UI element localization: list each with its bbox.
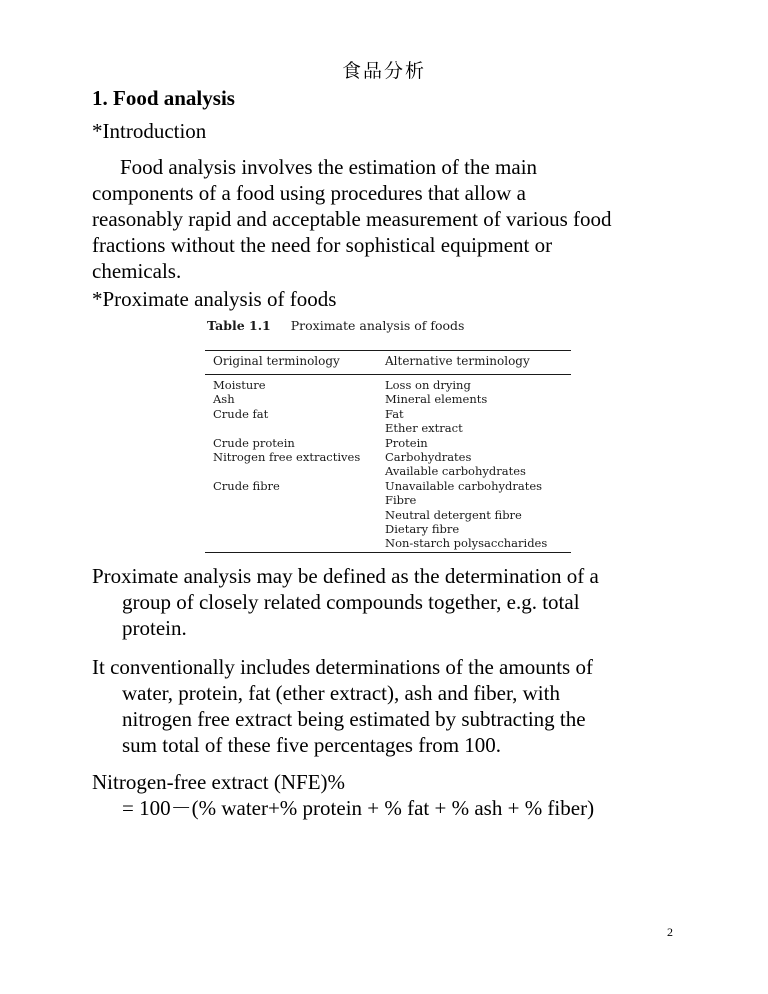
table-top-rule [205,350,571,351]
conventional-line: water, protein, fat (ether extract), ash and fiber, with [122,681,560,705]
table-cell-alternative: Fat [385,406,404,421]
table-cell-alternative: Available carbohydrates [385,464,526,479]
table-cell-alternative: Protein [385,435,428,450]
conventional-paragraph [92,654,692,758]
table-cell-alternative: Mineral elements [385,392,488,407]
introduction-heading: *Introduction [92,119,207,143]
table-cell-original: Nitrogen free extractives [213,449,361,464]
table-cell-original: Crude protein [213,435,295,450]
page-header-chinese: 食品分析 [341,61,426,82]
table-cell-original: Ash [213,392,235,407]
section-title: 1. Food analysis [92,86,235,110]
intro-line: reasonably rapid and acceptable measurement of various food [92,207,612,231]
table-cell-original: Crude fat [213,406,269,421]
table-header-rule [205,374,571,375]
table-cell-alternative: Unavailable carbohydrates [385,478,543,493]
table-cell-alternative: Fibre [385,493,417,508]
table-cell-alternative: Carbohydrates [385,449,472,464]
table-cell-original: Moisture [213,378,266,392]
table-header-alternative: Alternative terminology [385,354,530,368]
table-caption [207,318,464,333]
table-cell-alternative: Non-starch polysaccharides [385,536,548,551]
conventional-line: sum total of these five percentages from 100. [122,733,502,757]
table-caption-number: Table 1.1 [207,318,271,333]
table-cell-alternative: Ether extract [385,421,463,436]
table-cell-alternative: Neutral detergent fibre [385,507,522,522]
conventional-line: It conventionally includes determinations of the amounts of [92,655,593,679]
table-column-original [213,378,360,493]
intro-line: components of a food using procedures that allow a [92,181,526,205]
table-cell-original [213,464,360,478]
definition-line: protein. [122,616,187,640]
table-cell-original: Crude fibre [213,478,280,493]
table-bottom-rule [205,552,571,553]
table-column-alternative [385,378,547,551]
definition-paragraph [92,563,692,641]
table-cell-original [213,421,360,435]
definition-line: Proximate analysis may be defined as the determination of a [92,564,599,588]
table-cell-alternative: Loss on drying [385,378,471,392]
conventional-line: nitrogen free extract being estimated by subtracting the [122,707,586,731]
table-caption-text: Proximate analysis of foods [290,318,465,333]
introduction-paragraph [92,154,692,284]
definition-line: group of closely related compounds together, e.g. total [122,590,580,614]
page-number: 2 [667,925,673,939]
table-header-original: Original terminology [213,354,340,368]
nfe-equation: = 100－(% water+% protein + % fat + % ash + % fiber) [122,796,595,820]
proximate-heading: *Proximate analysis of foods [92,287,337,311]
intro-line: chemicals. [92,259,182,283]
nfe-formula [92,769,692,821]
proximate-table-figure [205,316,573,556]
intro-line: fractions without the need for sophistical equipment or [92,233,553,257]
nfe-label: Nitrogen-free extract (NFE)% [92,770,346,794]
table-cell-alternative: Dietary fibre [385,521,460,536]
intro-line: Food analysis involves the estimation of the main [120,155,538,179]
